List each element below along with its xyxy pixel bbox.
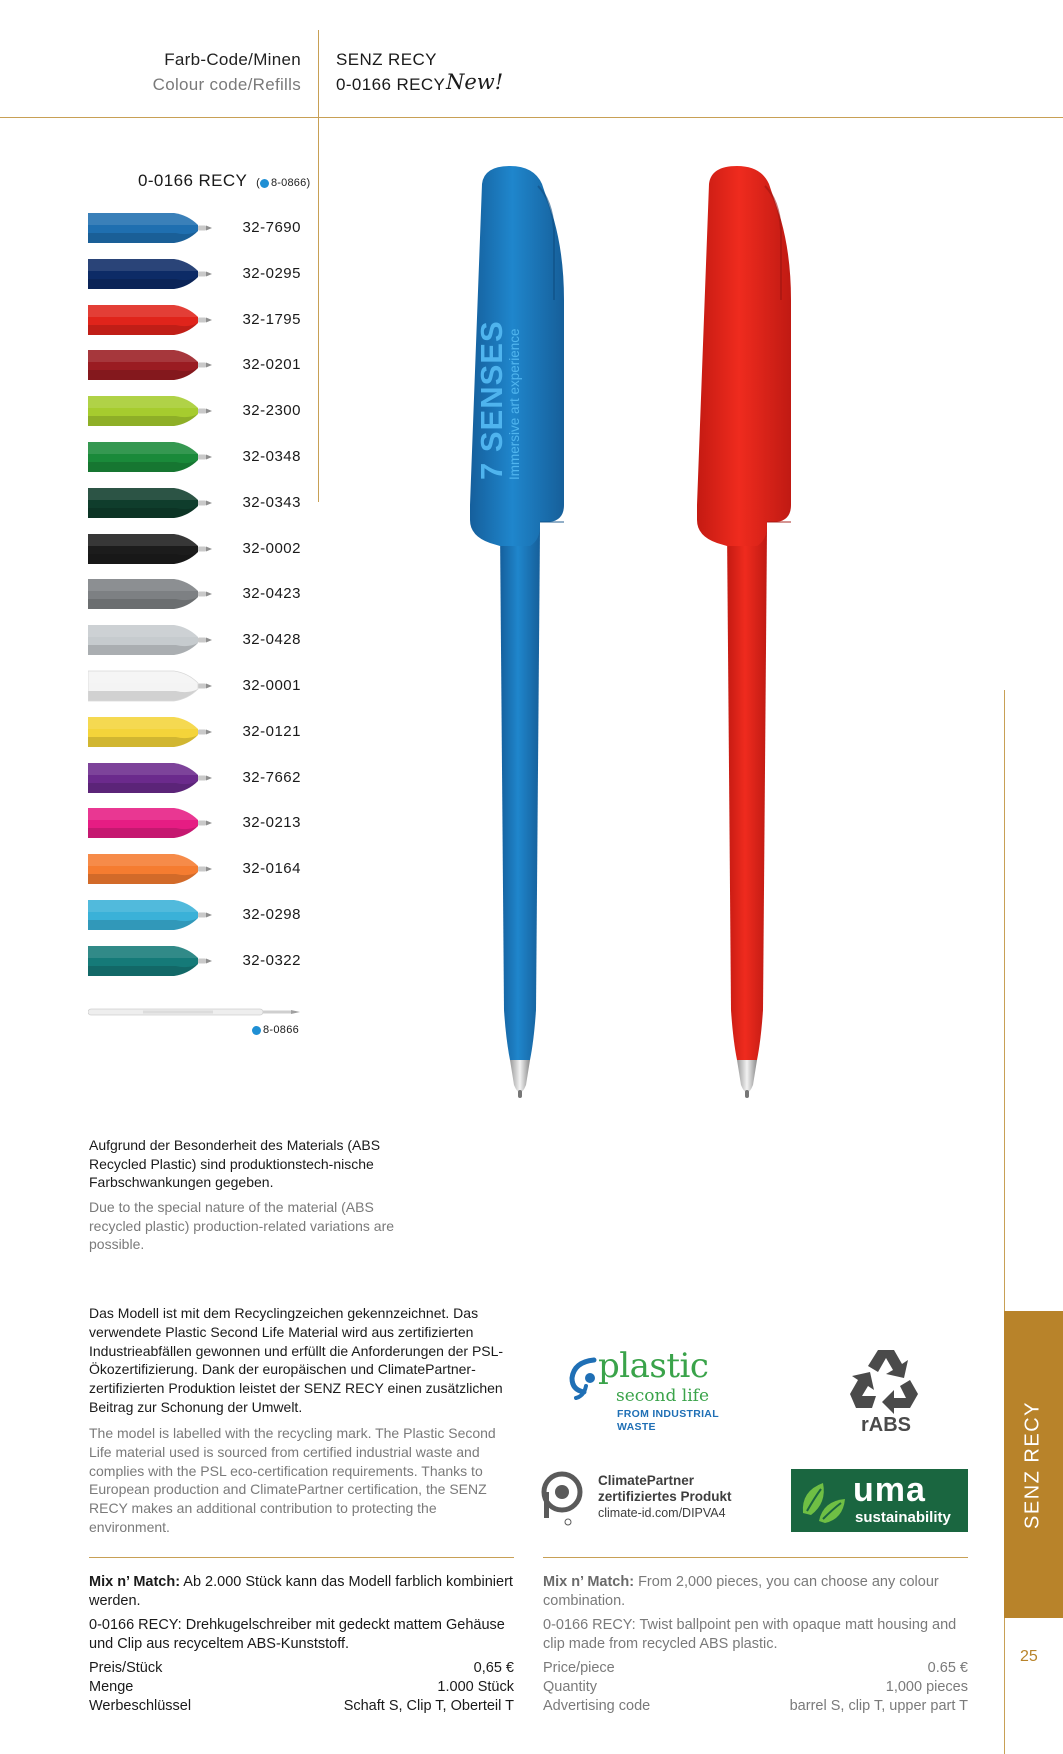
- recycle-icon: [848, 1346, 924, 1414]
- rabs-label: rABS: [860, 1414, 911, 1436]
- swatch-row: [88, 256, 303, 292]
- uma-sustainability-logo: [791, 1469, 968, 1532]
- spec-value: 1.000 Stück: [437, 1679, 514, 1695]
- plastic-logo-subtitle: second life: [616, 1386, 710, 1406]
- blue-pen: [470, 166, 564, 1098]
- spec-label: Price/piece: [543, 1660, 615, 1676]
- swatch-code: 32-0121: [242, 722, 301, 740]
- spec-value: 1,000 pieces: [885, 1679, 968, 1695]
- plastic-logo-title: plastic: [598, 1346, 709, 1386]
- pen-images: [460, 160, 860, 1160]
- swatch-row: [88, 714, 303, 750]
- pen-imprint-title: 7 SENSES: [474, 320, 509, 480]
- pen-swatch-icon: [88, 622, 213, 658]
- spec-row: [89, 1678, 514, 1697]
- swatch-row: [88, 439, 303, 475]
- swatch-row: [88, 485, 303, 521]
- spec-row: [89, 1697, 514, 1716]
- spec-row: [543, 1678, 968, 1697]
- pen-swatch-icon: [88, 347, 213, 383]
- climatepartner-line2: zertifiziertes Produkt: [598, 1489, 732, 1504]
- swatch-code: 32-0164: [242, 860, 301, 878]
- swatch-code: 32-0001: [242, 677, 301, 694]
- new-badge: New!: [446, 70, 504, 94]
- spec-value: 0.65 €: [927, 1660, 968, 1676]
- pen-swatch-icon: [88, 485, 213, 521]
- swatch-code: 32-0298: [242, 906, 301, 923]
- refill-code-text: 8-0866: [263, 1024, 300, 1036]
- swatch-row: [88, 210, 303, 246]
- eco-note-en: The model is labelled with the recycling mark. The Plastic Second Life material used is sourced from certified industrial waste and complies with the PSL eco-certification requirements. Thanks to European production and ClimatePartner certification, the SENZ RECY makes an additional contribution to protecting the environment.: [89, 1425, 496, 1535]
- refill-image: [88, 1005, 303, 1024]
- pen-illustrations: [460, 160, 860, 1165]
- spec-row: [543, 1697, 968, 1716]
- header-label-en: Colour code/Refills: [152, 75, 301, 94]
- climatepartner-logo: [540, 1470, 732, 1531]
- refill-dot-icon: [260, 179, 269, 188]
- pen-swatch-icon: [88, 210, 213, 246]
- swatch-code: 32-0343: [242, 493, 301, 511]
- rabs-logo: [848, 1346, 924, 1436]
- swatch-heading-refill-code: 8-0866: [270, 177, 307, 189]
- header-label-de: Farb-Code/Minen: [164, 50, 301, 69]
- swatch-code: 32-0428: [242, 631, 301, 649]
- plastic-logo-small: [617, 1408, 719, 1434]
- mix-match-label-de: Mix n’ Match:: [89, 1574, 181, 1590]
- swatch-code: 32-2300: [242, 402, 301, 420]
- pen-swatch-icon: [88, 714, 213, 750]
- spec-table-en: [543, 1659, 968, 1716]
- spec-value: 0,65 €: [473, 1660, 514, 1676]
- uma-subtitle: sustainability: [855, 1509, 951, 1526]
- mix-match-label-en: Mix n’ Match:: [543, 1574, 635, 1590]
- swatch-code: 32-1795: [242, 310, 301, 328]
- plastic-swirl-icon: [568, 1356, 602, 1400]
- swatch-heading-model: 0-0166 RECY: [138, 171, 247, 190]
- swatch-row: [88, 805, 303, 841]
- uma-wordmark: uma: [853, 1471, 926, 1509]
- swatch-heading-refill: ( 8-0866): [256, 177, 311, 189]
- footer-divider-en: [543, 1557, 968, 1558]
- pen-swatch-icon: [88, 576, 213, 612]
- spec-label: Menge: [89, 1679, 134, 1695]
- refill-icon: [88, 1005, 303, 1019]
- swatch-row: [88, 622, 303, 658]
- plastic-logo-small-1: FROM INDUSTRIAL: [617, 1408, 719, 1420]
- swatch-heading: [138, 171, 310, 191]
- swatch-row: [88, 576, 303, 612]
- footer-en: [543, 1573, 968, 1716]
- swatch-row: [88, 531, 303, 567]
- swatch-code: 32-7662: [242, 768, 301, 786]
- swatch-code: 32-0423: [242, 585, 301, 603]
- swatch-code: 32-0002: [242, 539, 301, 557]
- swatch-row: [88, 393, 303, 429]
- pen-swatch-icon: [88, 805, 213, 841]
- leaf-icon: [797, 1473, 853, 1529]
- spec-table-de: [89, 1659, 514, 1716]
- pen-swatch-icon: [88, 943, 213, 979]
- swatch-row: [88, 668, 303, 704]
- spec-label: Preis/Stück: [89, 1660, 163, 1676]
- sidebar-tab-label: SENZ RECY: [1021, 1401, 1044, 1529]
- page-number: 25: [1020, 1648, 1038, 1665]
- spec-row: [543, 1659, 968, 1678]
- pen-swatch-icon: [88, 531, 213, 567]
- mix-match-en: [543, 1573, 968, 1611]
- pen-swatch-icon: [88, 302, 213, 338]
- header-divider: [0, 117, 1063, 118]
- swatch-code: 32-0295: [242, 264, 301, 282]
- pen-swatch-icon: [88, 256, 213, 292]
- swatch-row: [88, 897, 303, 933]
- swatch-row: [88, 302, 303, 338]
- pen-imprint-subtitle: Immersive art experience: [507, 328, 522, 480]
- climatepartner-icon: [540, 1470, 586, 1526]
- product-desc-en: 0-0166 RECY: Twist ballpoint pen with opaque matt housing and clip made from recycled ABS plastic.: [543, 1617, 957, 1652]
- product-title: SENZ RECY: [336, 50, 437, 69]
- refill-code-dot-icon: [252, 1026, 261, 1035]
- swatch-row: [88, 851, 303, 887]
- swatch-code: 32-0213: [242, 814, 301, 832]
- mix-match-text-de: Ab 2.000 Stück kann das Modell farblich kombiniert werden.: [89, 1574, 513, 1609]
- swatch-row: [88, 943, 303, 979]
- pen-swatch-icon: [88, 851, 213, 887]
- swatch-code: 32-0322: [242, 951, 301, 969]
- red-pen: [697, 166, 791, 1098]
- swatch-code: 32-0348: [242, 448, 301, 465]
- climatepartner-line1: ClimatePartner: [598, 1473, 695, 1488]
- spec-value: Schaft S, Clip T, Oberteil T: [343, 1698, 514, 1714]
- swatch-row: [88, 760, 303, 796]
- pen-swatch-icon: [88, 760, 213, 796]
- header-vertical-divider: [318, 30, 319, 502]
- eco-note-de: Das Modell ist mit dem Recyclingzeichen gekennzeichnet. Das verwendete Plastic Second Life Material wird aus zertifizierten Industrieabfällen gewonnen und erfüllt die Anforderungen der PSL-Ökozertifizierung. Dank der europäischen und ClimatePartner-zertifizierten Produktion leistet der SENZ RECY einen zusätzlichen Beitrag zur Schonung der Umwelt.: [89, 1305, 504, 1415]
- mix-match-de: [89, 1573, 514, 1611]
- pen-swatch-icon: [88, 393, 213, 429]
- footer-de: [89, 1573, 514, 1716]
- plastic-logo-small-2: WASTE: [617, 1421, 656, 1433]
- spec-value: barrel S, clip T, upper part T: [789, 1698, 968, 1714]
- pen-swatch-icon: [88, 897, 213, 933]
- spec-row: [89, 1659, 514, 1678]
- pen-swatch-icon: [88, 439, 213, 475]
- footer-divider-de: [89, 1557, 514, 1558]
- material-note-de: Aufgrund der Besonderheit des Materials (ABS Recycled Plastic) sind produktionstech-nische Farbschwankungen gegeben.: [89, 1137, 381, 1190]
- material-note-en: Due to the special nature of the material (ABS recycled plastic) production-related variations are possible.: [89, 1199, 395, 1252]
- pen-swatch-icon: [88, 668, 213, 704]
- swatch-code: 32-7690: [242, 219, 301, 236]
- spec-label: Werbeschlüssel: [89, 1698, 192, 1714]
- sidebar-section-tab: [1004, 1311, 1063, 1618]
- spec-label: Advertising code: [543, 1698, 651, 1714]
- swatch-code: 32-0201: [242, 356, 301, 374]
- spec-label: Quantity: [543, 1679, 597, 1695]
- swatch-row: [88, 347, 303, 383]
- refill-code: [252, 1024, 299, 1036]
- product-desc-de: 0-0166 RECY: Drehkugelschreiber mit gedeckt mattem Gehäuse und Clip aus recyceltem ABS-Kunststoff.: [89, 1617, 505, 1652]
- mix-match-text-en: From 2,000 pieces, you can choose any colour combination.: [543, 1574, 939, 1609]
- product-model: 0-0166 RECY: [336, 75, 446, 94]
- climatepartner-line3: climate-id.com/DIPVA4: [598, 1506, 726, 1520]
